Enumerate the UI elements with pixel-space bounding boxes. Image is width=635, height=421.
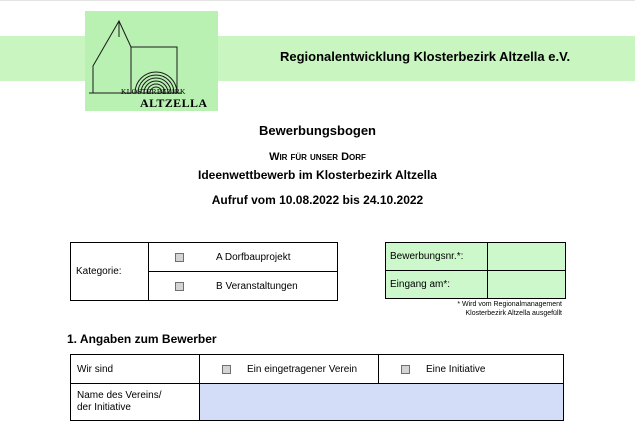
application-info-table (385, 242, 566, 299)
office-note (457, 300, 562, 318)
initiative-label: Eine Initiative (426, 363, 486, 375)
checkbox-category-b[interactable] (175, 282, 184, 291)
page-top-border (0, 0, 635, 1)
category-option-b-label: B Veranstaltungen (216, 280, 298, 292)
logo-text-bottom: ALTZELLA (140, 96, 208, 110)
section-1-heading: 1. Angaben zum Bewerber (67, 332, 217, 346)
logo-text-top: KLOSTERBEZIRK (121, 87, 186, 96)
organization-name-label-line1: Name des Vereins/ (77, 390, 162, 401)
checkbox-initiative[interactable] (401, 365, 410, 374)
receipt-date-label: Eingang am*: (386, 271, 488, 299)
program-title: Wir für unser Dorf (269, 151, 366, 163)
call-period: Aufruf vom 10.08.2022 bis 24.10.2022 (211, 193, 424, 207)
application-number-field[interactable] (488, 243, 566, 271)
office-note-line2: Klosterbezirk Altzella ausgefüllt (465, 310, 562, 317)
category-table (70, 242, 338, 301)
organization-name-label (71, 384, 200, 421)
applicant-type-label: Wir sind (71, 355, 200, 384)
applicant-option-initiative (379, 355, 564, 384)
category-option-a (149, 243, 338, 272)
organization-name-label-line2: der Initiative (77, 402, 131, 413)
category-label: Kategorie: (71, 243, 149, 301)
logo (85, 11, 218, 111)
competition-subtitle: Ideenwettbewerb im Klosterbezirk Altzella (198, 168, 437, 182)
form-title: Bewerbungsbogen (258, 123, 376, 138)
category-option-a-label: A Dorfbauprojekt (216, 251, 291, 263)
applicant-table (70, 354, 564, 421)
checkbox-association[interactable] (222, 365, 231, 374)
organization-name: Regionalentwicklung Klosterbezirk Altzella e.V. (280, 49, 571, 64)
organization-name-field[interactable] (200, 384, 564, 421)
office-note-line1: * Wird vom Regionalmanagement (457, 301, 562, 308)
checkbox-category-a[interactable] (175, 253, 184, 262)
receipt-date-field[interactable] (488, 271, 566, 299)
association-label: Ein eingetragener Verein (247, 363, 358, 375)
application-number-label: Bewerbungsnr.*: (386, 243, 488, 271)
applicant-option-association (200, 355, 379, 384)
category-option-b (149, 272, 338, 301)
